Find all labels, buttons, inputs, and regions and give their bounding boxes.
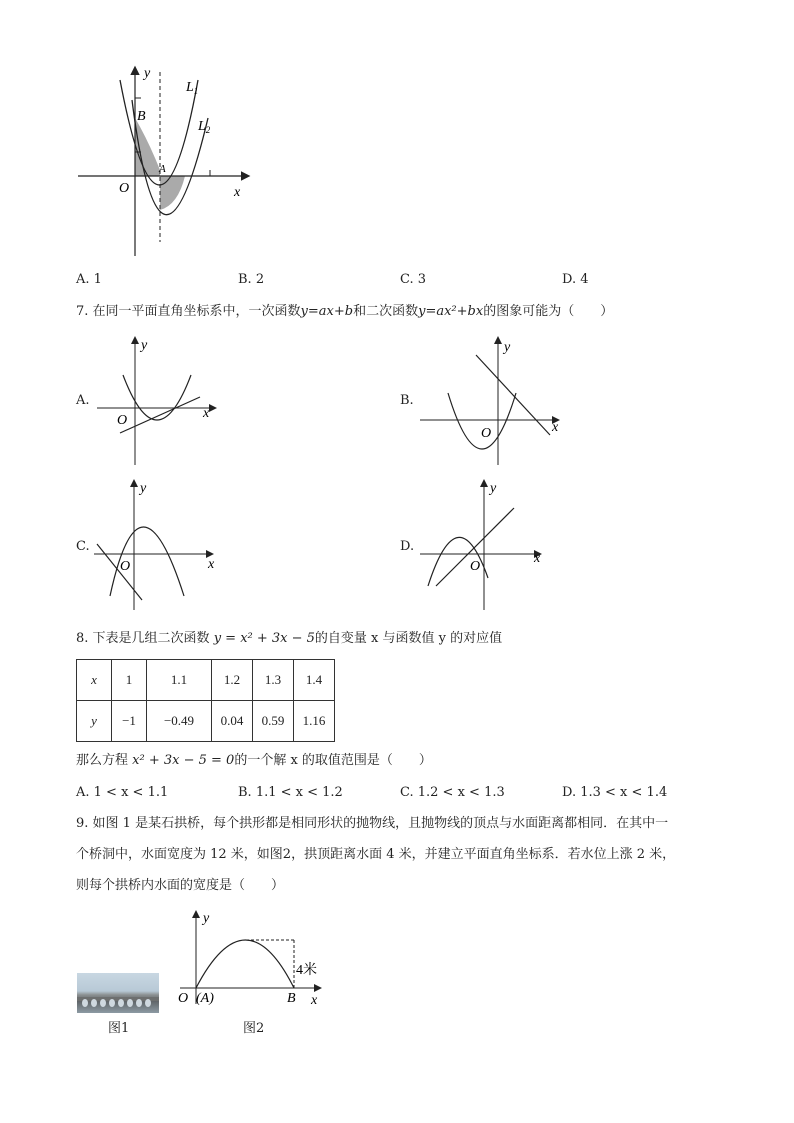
- q7-graph-a[interactable]: [95, 335, 225, 470]
- q7-option-b-letter[interactable]: B.: [400, 393, 414, 408]
- point-A-label: (A): [196, 991, 214, 1006]
- line: [476, 355, 550, 435]
- q9-stem-line3: 则每个拱桥内水面的宽度是（ ）: [76, 878, 285, 893]
- q8-question: 那么方程 x² + 3x − 5 = 0的一个解 x 的取值范围是（ ）: [76, 753, 432, 768]
- q8-option-d[interactable]: D. 1.3 < x < 1.4: [562, 785, 668, 800]
- q6-option-c[interactable]: C. 3: [400, 272, 427, 287]
- q8-option-a[interactable]: A. 1 < x < 1.1: [76, 785, 169, 800]
- table-cell: −0.49: [147, 701, 212, 742]
- point-B-label: B: [137, 109, 146, 124]
- x-label: x: [203, 406, 210, 421]
- L1-label: $L_1$: [186, 80, 199, 96]
- x-label: x: [534, 551, 541, 566]
- x-label: x: [208, 557, 215, 572]
- origin-label: O: [119, 181, 130, 196]
- parabola: [123, 375, 191, 420]
- table-cell: 0.59: [253, 701, 294, 742]
- q8-option-b[interactable]: B. 1.1 < x < 1.2: [238, 785, 343, 800]
- bridge-icon: [77, 973, 159, 1013]
- y-label: y: [490, 481, 497, 496]
- y-label: y: [203, 911, 210, 926]
- table-cell: 1.2: [212, 660, 253, 701]
- q9-figure2: [170, 908, 330, 1008]
- y-label: y: [141, 338, 148, 353]
- y-label: y: [504, 340, 511, 355]
- origin-label: O: [481, 426, 492, 441]
- table-row: [77, 701, 335, 742]
- line: [120, 397, 200, 433]
- table-cell: 0.04: [212, 701, 253, 742]
- q8-value-table: [76, 659, 335, 742]
- q8-stem: 8. 下表是几组二次函数 y = x² + 3x − 5的自变量 x 与函数值 y 的对应值: [76, 631, 503, 646]
- table-cell: 1.4: [294, 660, 335, 701]
- height-label: 4米: [296, 963, 317, 978]
- q9-stem-line1: 9. 如图 1 是某石拱桥，每个拱形都是相同形状的抛物线，且抛物线的顶点与水面距离都相同．在其中一: [76, 816, 669, 831]
- origin-label: O: [117, 413, 128, 428]
- table-cell: 1.16: [294, 701, 335, 742]
- figure1-caption: 图1: [108, 1021, 130, 1036]
- q6-option-d[interactable]: D. 4: [562, 272, 589, 287]
- q6-option-a[interactable]: A. 1: [76, 272, 102, 287]
- line: [436, 508, 514, 586]
- figure2-caption: 图2: [243, 1021, 265, 1036]
- q7-option-c-letter[interactable]: C.: [76, 539, 90, 554]
- q6-figure: [70, 60, 260, 265]
- table-cell: 1.3: [253, 660, 294, 701]
- y-label: y: [144, 66, 151, 81]
- q6-option-b[interactable]: B. 2: [238, 272, 265, 287]
- x-label: x: [552, 420, 559, 435]
- point-B-label: B: [287, 991, 296, 1006]
- q7-graph-c[interactable]: [92, 478, 227, 613]
- point-A-label: A: [159, 163, 166, 175]
- q7-stem: 7. 在同一平面直角坐标系中，一次函数y=ax+b和二次函数y=ax²+bx的图象可能为（ ）: [76, 304, 614, 319]
- shaded-region-right: [160, 176, 185, 210]
- L2-label: $L_2$: [198, 119, 211, 135]
- origin-label: O: [120, 559, 131, 574]
- q7-option-a-letter[interactable]: A.: [76, 393, 90, 408]
- x-label: x: [311, 993, 318, 1008]
- q8-option-c[interactable]: C. 1.2 < x < 1.3: [400, 785, 505, 800]
- stone-bridge-photo: [77, 973, 159, 1013]
- q7-graph-b[interactable]: [418, 335, 568, 470]
- table-row: [77, 660, 335, 701]
- origin-label: O: [178, 991, 189, 1006]
- table-cell: 1.1: [147, 660, 212, 701]
- arch-parabola: [196, 940, 294, 988]
- q7-graph-d[interactable]: [418, 478, 553, 613]
- table-cell: −1: [112, 701, 147, 742]
- x-label: x: [234, 185, 241, 200]
- q7-option-d-letter[interactable]: D.: [400, 539, 415, 554]
- table-cell: x: [77, 660, 112, 701]
- table-cell: y: [77, 701, 112, 742]
- q9-stem-line2: 个桥洞中，水面宽度为 12 米，如图2，拱顶距离水面 4 米，并建立平面直角坐标系．若水位上涨 2 米，: [76, 847, 676, 862]
- y-label: y: [140, 481, 147, 496]
- table-cell: 1: [112, 660, 147, 701]
- origin-label: O: [470, 559, 481, 574]
